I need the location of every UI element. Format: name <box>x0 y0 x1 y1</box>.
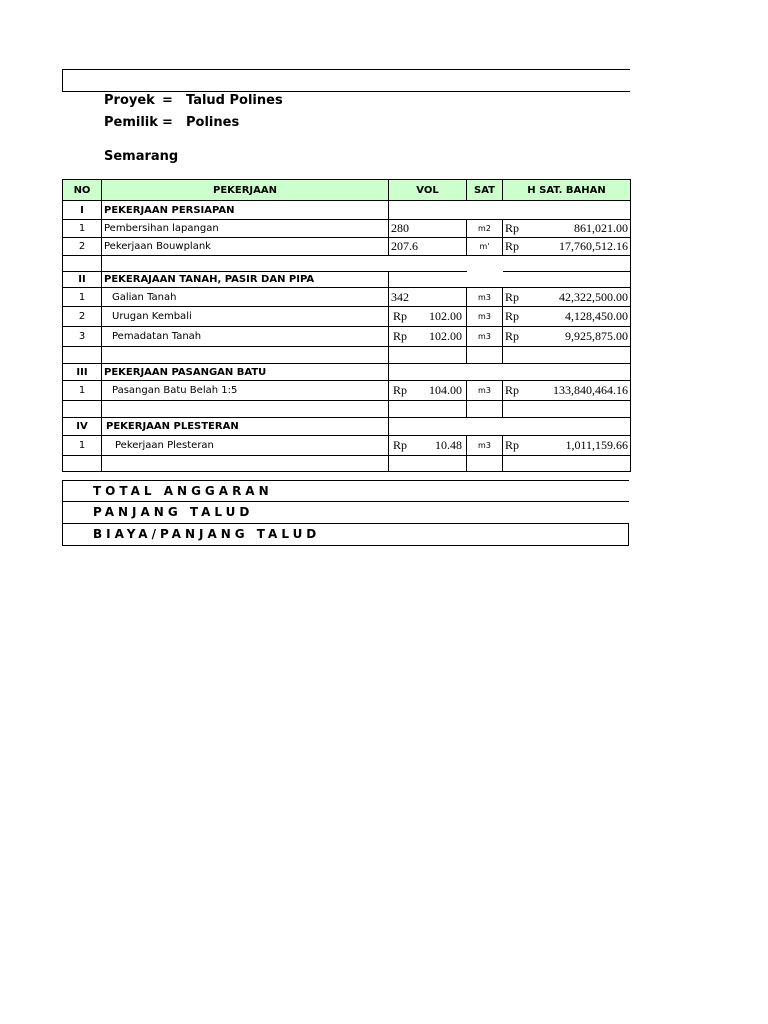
rp-label: Rp <box>505 309 520 323</box>
pemilik-line <box>104 115 239 130</box>
item-no: 1 <box>63 381 102 401</box>
pemilik-label: Pemilik <box>104 115 158 130</box>
section-no: I <box>63 201 102 220</box>
city: Semarang <box>104 149 179 164</box>
item-vol-cell <box>389 381 467 401</box>
item-vol: 104.00 <box>429 383 462 397</box>
section-no: II <box>63 272 102 288</box>
item-no: 1 <box>63 436 102 456</box>
item-vol: 280 <box>389 220 467 238</box>
item-vol: 207.6 <box>389 238 467 256</box>
item-sat: m' <box>467 238 503 256</box>
item-price-cell <box>503 288 631 307</box>
totals-block <box>62 480 629 546</box>
item-price-cell <box>503 307 631 327</box>
item-no: 2 <box>63 238 102 256</box>
item-price: 133,840,464.16 <box>553 383 628 397</box>
rab-table <box>62 179 631 472</box>
section-row <box>63 272 631 288</box>
item-price-cell <box>503 381 631 401</box>
item-no: 3 <box>63 327 102 347</box>
panjang-talud-row <box>62 502 629 524</box>
section-no: III <box>63 364 102 381</box>
table-row <box>63 288 631 307</box>
col-harga: H SAT. BAHAN <box>503 180 631 201</box>
item-no: 1 <box>63 288 102 307</box>
item-vol: 102.00 <box>429 309 462 323</box>
item-name: Pekerjaan Plesteran <box>102 436 389 456</box>
col-sat: SAT <box>467 180 503 201</box>
table-row <box>63 381 631 401</box>
item-price: 1,011,159.66 <box>565 438 628 452</box>
item-name: Galian Tanah <box>102 288 389 307</box>
item-sat: m3 <box>467 436 503 456</box>
table-row <box>63 436 631 456</box>
city-line <box>104 149 178 164</box>
item-sat: m3 <box>467 381 503 401</box>
total-anggaran-row <box>62 480 629 502</box>
proyek-eq: = <box>162 93 173 108</box>
section-no: IV <box>63 418 102 436</box>
total-anggaran-label: TOTAL ANGGARAN <box>93 484 273 498</box>
section-row <box>63 201 631 220</box>
table-row <box>63 307 631 327</box>
rp-label: Rp <box>505 289 520 304</box>
item-price-cell <box>503 238 631 256</box>
vol-rp-label: Rp <box>393 329 408 343</box>
item-name: Urugan Kembali <box>102 307 389 327</box>
table-row <box>63 327 631 347</box>
col-vol: VOL <box>389 180 467 201</box>
panjang-talud-label: PANJANG TALUD <box>93 505 254 519</box>
vol-rp-label: Rp <box>393 309 408 323</box>
item-sat: m3 <box>467 327 503 347</box>
pemilik-eq: = <box>162 115 173 130</box>
rp-label: Rp <box>505 239 520 253</box>
col-pekerjaan: PEKERJAAN <box>102 180 389 201</box>
biaya-panjang-label: BIAYA/PANJANG TALUD <box>93 527 321 541</box>
item-vol: 102.00 <box>429 329 462 343</box>
table-row <box>63 238 631 256</box>
item-vol: 10.48 <box>435 438 462 452</box>
top-empty-box <box>62 69 630 92</box>
item-sat: m3 <box>467 288 503 307</box>
item-price-cell <box>503 436 631 456</box>
col-no: NO <box>63 180 102 201</box>
item-name: Pemadatan Tanah <box>102 327 389 347</box>
proyek-label: Proyek <box>104 93 155 108</box>
vol-rp-label: Rp <box>393 383 408 397</box>
section-title: PEKERJAAN PERSIAPAN <box>102 201 389 220</box>
rp-label: Rp <box>505 221 520 235</box>
item-price: 42,322,500.00 <box>559 289 628 304</box>
rp-label: Rp <box>505 438 520 452</box>
pemilik-value: Polines <box>186 115 240 130</box>
spacer-row <box>63 456 631 472</box>
item-price-cell <box>503 220 631 238</box>
rp-label: Rp <box>505 383 520 397</box>
spacer-row <box>63 401 631 418</box>
item-price-cell <box>503 327 631 347</box>
item-price: 17,760,512.16 <box>559 239 628 253</box>
table-row <box>63 220 631 238</box>
item-price: 9,925,875.00 <box>565 329 628 343</box>
proyek-line <box>104 93 283 108</box>
spacer-row <box>63 347 631 364</box>
item-no: 2 <box>63 307 102 327</box>
biaya-panjang-row <box>62 524 629 546</box>
item-vol-cell <box>389 327 467 347</box>
proyek-value: Talud Polines <box>186 93 283 108</box>
item-no: 1 <box>63 220 102 238</box>
item-name: Pasangan Batu Belah 1:5 <box>102 381 389 401</box>
section-title: PEKERJAAN PLESTERAN <box>102 418 389 436</box>
item-name: Pekerjaan Bouwplank <box>102 238 389 256</box>
item-price: 4,128,450.00 <box>565 309 628 323</box>
item-sat: m3 <box>467 307 503 327</box>
item-vol-cell <box>389 436 467 456</box>
item-vol: 342 <box>389 288 467 307</box>
item-price: 861,021.00 <box>574 221 628 235</box>
item-name: Pembersihan lapangan <box>102 220 389 238</box>
item-vol-cell <box>389 307 467 327</box>
vol-rp-label: Rp <box>393 438 408 452</box>
item-sat: m2 <box>467 220 503 238</box>
section-row <box>63 364 631 381</box>
spacer-row <box>63 256 631 272</box>
section-title: PEKERAJAAN TANAH, PASIR DAN PIPA <box>102 272 389 288</box>
section-title: PEKERJAAN PASANGAN BATU <box>102 364 389 381</box>
table-header-row <box>63 180 631 201</box>
section-row <box>63 418 631 436</box>
rp-label: Rp <box>505 329 520 343</box>
